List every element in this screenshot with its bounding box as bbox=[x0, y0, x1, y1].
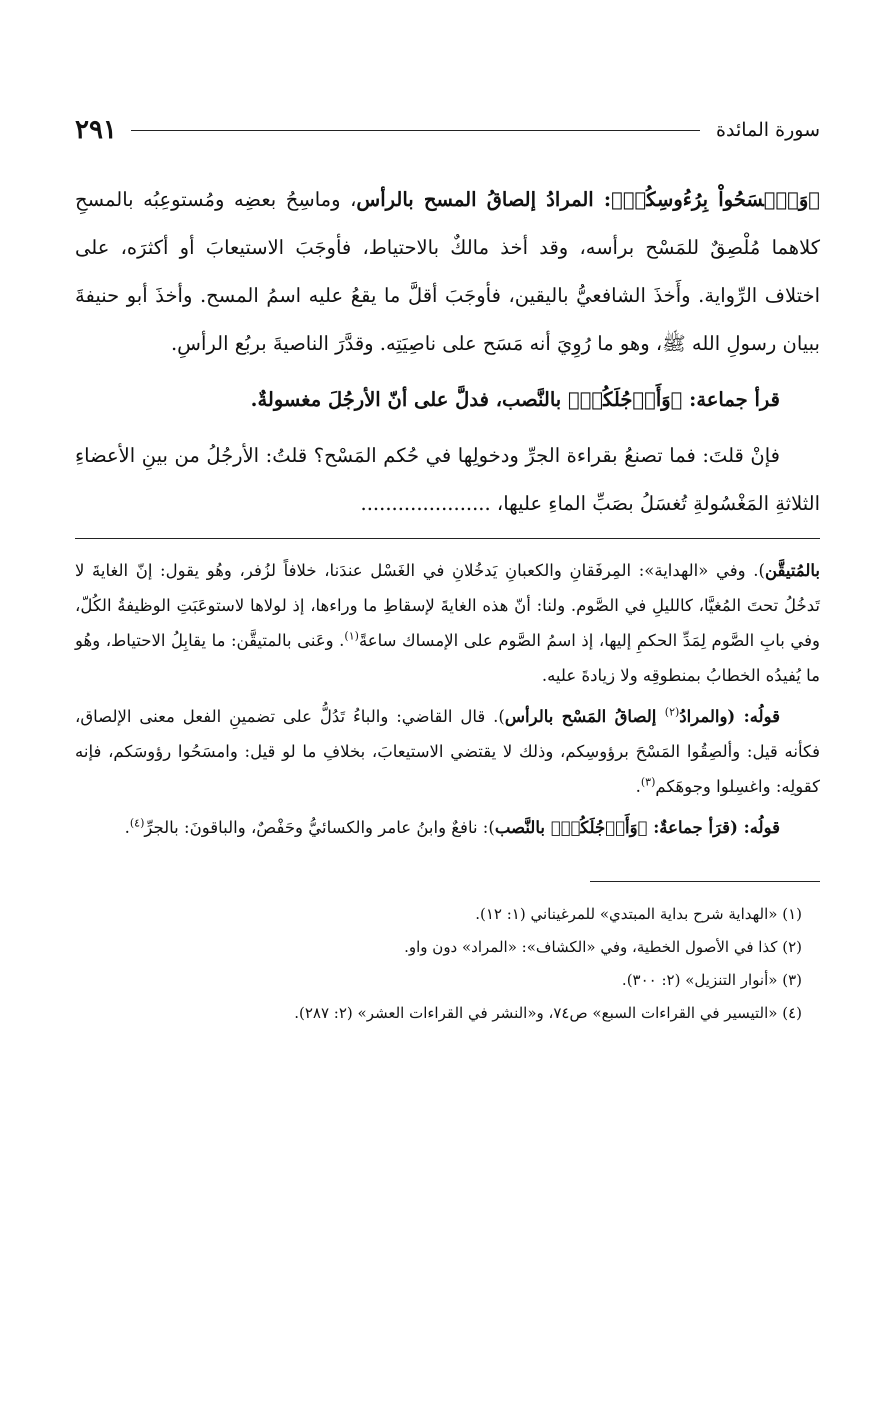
commentary bbox=[75, 553, 820, 845]
continuation-dots: ..................... bbox=[360, 492, 491, 515]
commentary-text: ). وفي «الهداية»: المِرفَقانِ والكعبانِ يَدخُلانِ في الغَسْل عندَنا، خلافاً لزُفر، وهُو يقول: إنّ الغايةَ لا تَدخُلُ تحتَ المُغيَّا، كالليلِ في الصَّوم. ولنا: أنّ هذه الغايةَ لإسقاطِ ما وراءها، إذ لولاها لاستوعَبَتِ الوظيفةُ الكُلّ، وفي بابِ الصَّوم لِمَدِّ الحكمِ إليها، إذ اسمُ الصَّوم على الإمساك ساعةً bbox=[75, 561, 821, 650]
commentary-paragraph-1 bbox=[75, 553, 820, 693]
footnote-3: (٣) «أنوار التنزيل» (٢: ٣٠٠). bbox=[621, 971, 802, 989]
footnote-ref: (٣) bbox=[640, 775, 656, 789]
footnote-ref: (٢) bbox=[664, 705, 680, 719]
commentary-paragraph-2 bbox=[75, 699, 820, 804]
footnote-divider bbox=[590, 881, 820, 882]
commentary-tail: . وعَنى بالمتيقَّن: ما يقابِلُ الاحتياط، وهُو ما يُفيدُه الخطابُ بمنطوقِه ولا زيادةَ عليه. bbox=[75, 631, 820, 685]
commentary-lead: قولُه: (قرَأ جماعةٌ: bbox=[647, 818, 780, 837]
quran-verse: ﴿وَٱمۡسَحُواْ بِرُءُوسِكُمۡ﴾ bbox=[611, 188, 821, 211]
main-paragraph-1 bbox=[75, 176, 820, 368]
commentary-lead: قولُه: (والمرادُ bbox=[679, 707, 780, 726]
paragraph-text: فإنْ قلتَ: فما تصنعُ بقراءة الجرِّ ودخولِها في حُكم المَسْح؟ قلتُ: الأرجُلُ من بينِ الأعضاءِ الثلاثةِ المَغْسُولةِ تُغسَلُ بصَبِّ الماءِ عليها، bbox=[75, 444, 820, 515]
commentary-tail: . bbox=[635, 777, 641, 796]
paragraph-text: ، وماسِحُ بعضِه ومُستوعِبُه بالمسحِ كلاهما مُلْصِقٌ للمَسْح برأسه، وقد أخذ مالكٌ بالاحتياط، فأوجَبَ الاستيعابَ أو أكثرَه، على اختلاف الرِّواية. وأَخذَ الشافعيُّ باليقين، فأوجَبَ أقلَّ ما يقعُ عليه اسمُ المسح. وأخذَ أبو حنيفةَ ببيان رسولِ الله ﷺ، وهو ما رُوِيَ أنه مَسَح على ناصِيَتِه. وقدَّرَ الناصيةَ بربُع الرأسِ. bbox=[75, 188, 820, 355]
footnote-4: (٤) «التيسير في القراءات السبع» ص٧٤، و«النشر في القراءات العشر» (٢: ٢٨٧). bbox=[294, 1004, 802, 1022]
paragraph-text: بالنَّصب، فدلَّ على أنّ الأرجُلَ مغسولةٌ. bbox=[250, 388, 569, 411]
commentary-tail: . bbox=[124, 818, 130, 837]
header-rule bbox=[131, 130, 700, 131]
surah-title: سورة المائدة bbox=[716, 119, 820, 141]
main-text bbox=[75, 176, 820, 528]
running-header bbox=[75, 110, 820, 150]
footnote-2: (٢) كذا في الأصول الخطية، وفي «الكشاف»: «المراد» دون واو. bbox=[404, 938, 802, 956]
commentary-text: ). قال القاضي: والباءُ تَدُلُّ على تضمينِ الفعل معنى الإلصاق، فكأنه قيل: وألصِقُوا المَسْحَ برؤوسِكم، وذلك لا يقتضي الاستيعابَ، بخلافِ ما لو قيل: وامسَحُوا رؤوسَكم، فإنه كقولِه: واغسِلوا وجوهَكم bbox=[75, 707, 820, 796]
commentary-bold: إلصاقُ المَسْح بالرأس bbox=[504, 707, 665, 726]
commentary-lead: بالمُتيقَّن bbox=[764, 561, 820, 580]
paragraph-lead: قرأ جماعة: bbox=[682, 388, 780, 411]
footnote-ref: (١) bbox=[344, 629, 359, 643]
quran-verse: ﴿وَأَرۡجُلَكُمۡ﴾ bbox=[550, 818, 648, 837]
main-paragraph-2 bbox=[75, 376, 820, 424]
commentary-text: ): نافعٌ وابنُ عامر والكسائيُّ وحَفْصٌ، والباقونَ: بالجرِّ bbox=[144, 818, 495, 837]
footnotes bbox=[75, 898, 820, 1030]
commentary-bold: بالنَّصب bbox=[494, 818, 551, 837]
footnote-ref: (٤) bbox=[129, 816, 145, 830]
paragraph-lead: : المرادُ إلصاقُ المسح بالرأس bbox=[356, 188, 612, 211]
main-divider bbox=[75, 538, 820, 539]
book-page bbox=[75, 110, 820, 1030]
footnote-1: (١) «الهداية شرح بداية المبتدي» للمرغيناني (١: ١٢). bbox=[475, 905, 802, 923]
commentary-paragraph-3 bbox=[75, 810, 820, 845]
page-number: ٢٩١ bbox=[75, 115, 117, 145]
main-paragraph-3 bbox=[75, 432, 820, 528]
quran-verse: ﴿وَأَرۡجُلَكُمۡ﴾ bbox=[568, 388, 683, 411]
